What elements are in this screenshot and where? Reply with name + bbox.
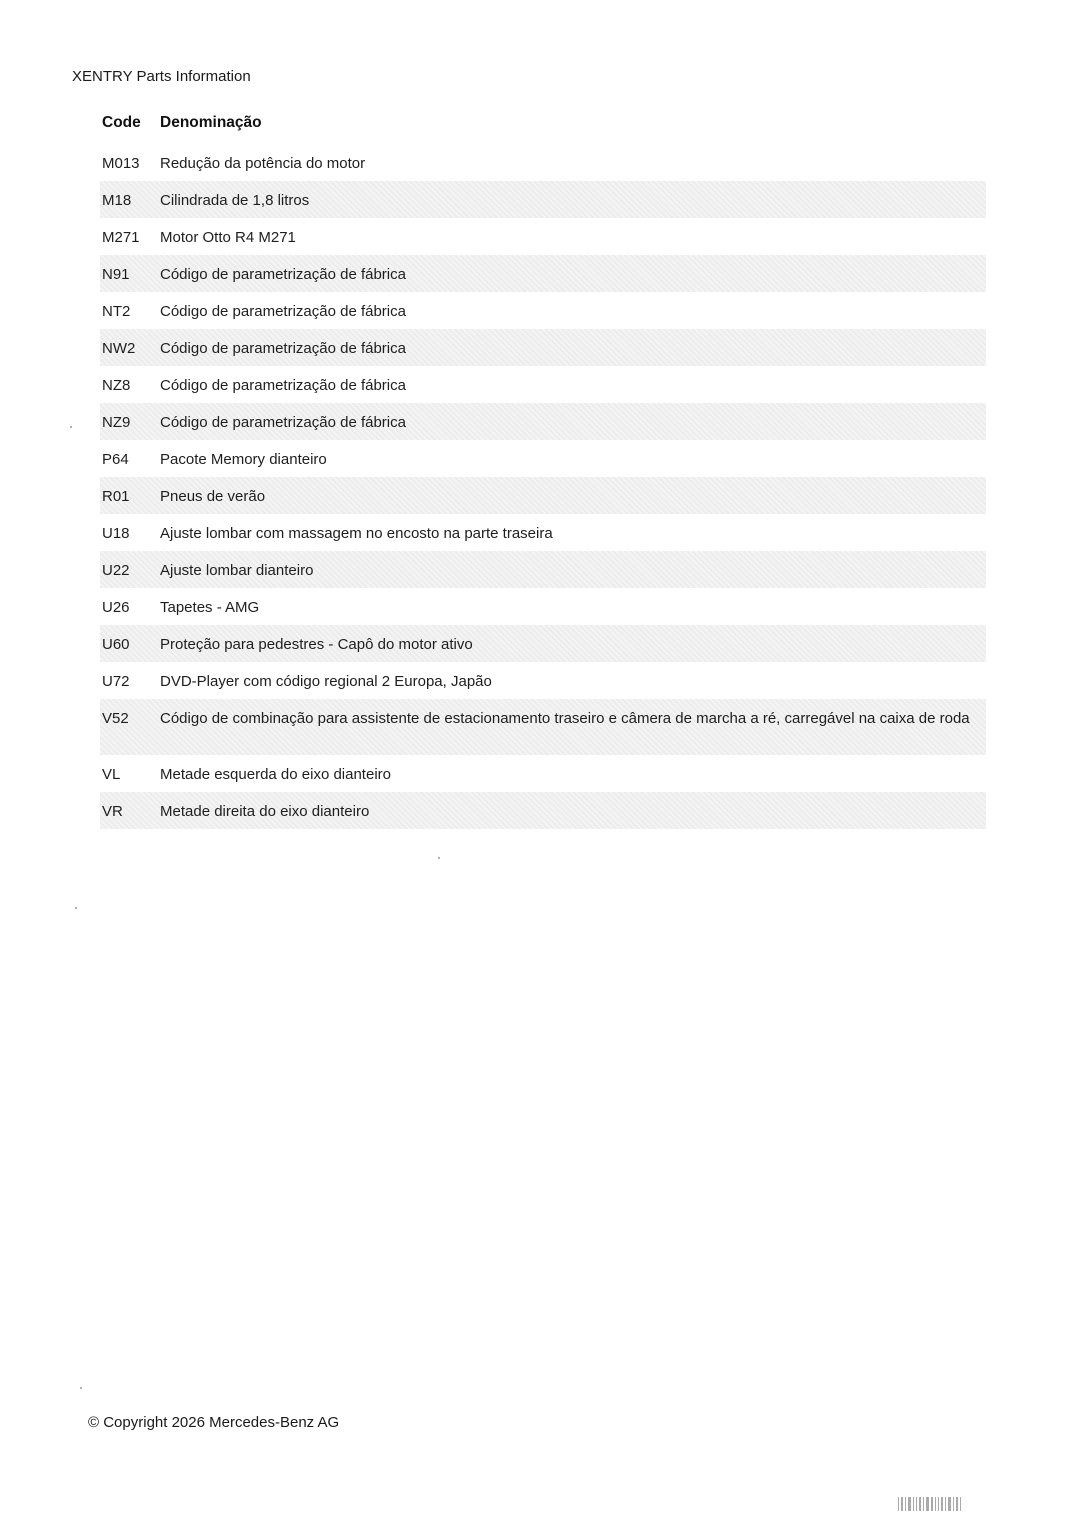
table-row [100, 218, 986, 255]
table-row [100, 588, 986, 625]
row-description: Metade direita do eixo dianteiro [160, 803, 370, 820]
row-code: P64 [102, 451, 129, 468]
table-row [100, 551, 986, 588]
table-header-row [100, 108, 986, 144]
row-code: VL [102, 766, 121, 783]
table-row [100, 255, 986, 292]
row-code: V52 [102, 710, 129, 727]
row-description: Código de parametrização de fábrica [160, 340, 406, 357]
table-row [100, 792, 986, 829]
barcode-icon [898, 1497, 1002, 1511]
options-table [100, 108, 986, 829]
row-description: DVD-Player com código regional 2 Europa, Japão [160, 673, 492, 690]
table-row [100, 514, 986, 551]
row-description: Motor Otto R4 M271 [160, 229, 296, 246]
column-header-description: Denominação [160, 114, 262, 131]
table-row [100, 403, 986, 440]
table-row [100, 625, 986, 662]
row-code: U22 [102, 562, 130, 579]
table-row [100, 755, 986, 792]
table-row [100, 366, 986, 403]
row-description: Pacote Memory dianteiro [160, 451, 327, 468]
row-code: M18 [102, 192, 132, 209]
row-code: U18 [102, 525, 130, 542]
row-code: U26 [102, 599, 130, 616]
row-description: Pneus de verão [160, 488, 266, 505]
row-code: NZ9 [102, 414, 131, 431]
row-description: Código de parametrização de fábrica [160, 414, 406, 431]
column-header-code: Code [102, 114, 141, 131]
row-description: Ajuste lombar com massagem no encosto na parte traseira [160, 525, 553, 542]
table-row [100, 699, 986, 755]
table-row [100, 144, 986, 181]
scan-speck [438, 857, 440, 859]
row-description: Código de parametrização de fábrica [160, 377, 406, 394]
table-row [100, 292, 986, 329]
scan-speck [75, 907, 77, 909]
scan-speck [70, 426, 72, 428]
row-description: Código de parametrização de fábrica [160, 303, 406, 320]
row-code: M013 [102, 155, 140, 172]
row-description: Código de parametrização de fábrica [160, 266, 406, 283]
row-description: Proteção para pedestres - Capô do motor ativo [160, 636, 473, 653]
table-row [100, 662, 986, 699]
row-code: N91 [102, 266, 130, 283]
table-row [100, 181, 986, 218]
page-header: XENTRY Parts Information [72, 68, 251, 85]
row-code: M271 [102, 229, 140, 246]
table-row [100, 477, 986, 514]
copyright-footer: © Copyright 2026 Mercedes-Benz AG [88, 1414, 340, 1431]
row-code: R01 [102, 488, 130, 505]
row-code: U60 [102, 636, 130, 653]
row-code: NT2 [102, 303, 131, 320]
row-description: Tapetes - AMG [160, 599, 260, 616]
row-description: Redução da potência do motor [160, 155, 366, 172]
row-code: VR [102, 803, 123, 820]
row-code: U72 [102, 673, 130, 690]
table-row [100, 440, 986, 477]
row-description: Ajuste lombar dianteiro [160, 562, 314, 579]
row-description: Cilindrada de 1,8 litros [160, 192, 310, 209]
row-code: NW2 [102, 340, 136, 357]
row-description: Metade esquerda do eixo dianteiro [160, 766, 391, 783]
row-description: Código de combinação para assistente de estacionamento traseiro e câmera de marcha a ré, carregável na caixa de roda [160, 710, 970, 727]
scan-speck [80, 1387, 82, 1389]
row-code: NZ8 [102, 377, 131, 394]
table-row [100, 329, 986, 366]
